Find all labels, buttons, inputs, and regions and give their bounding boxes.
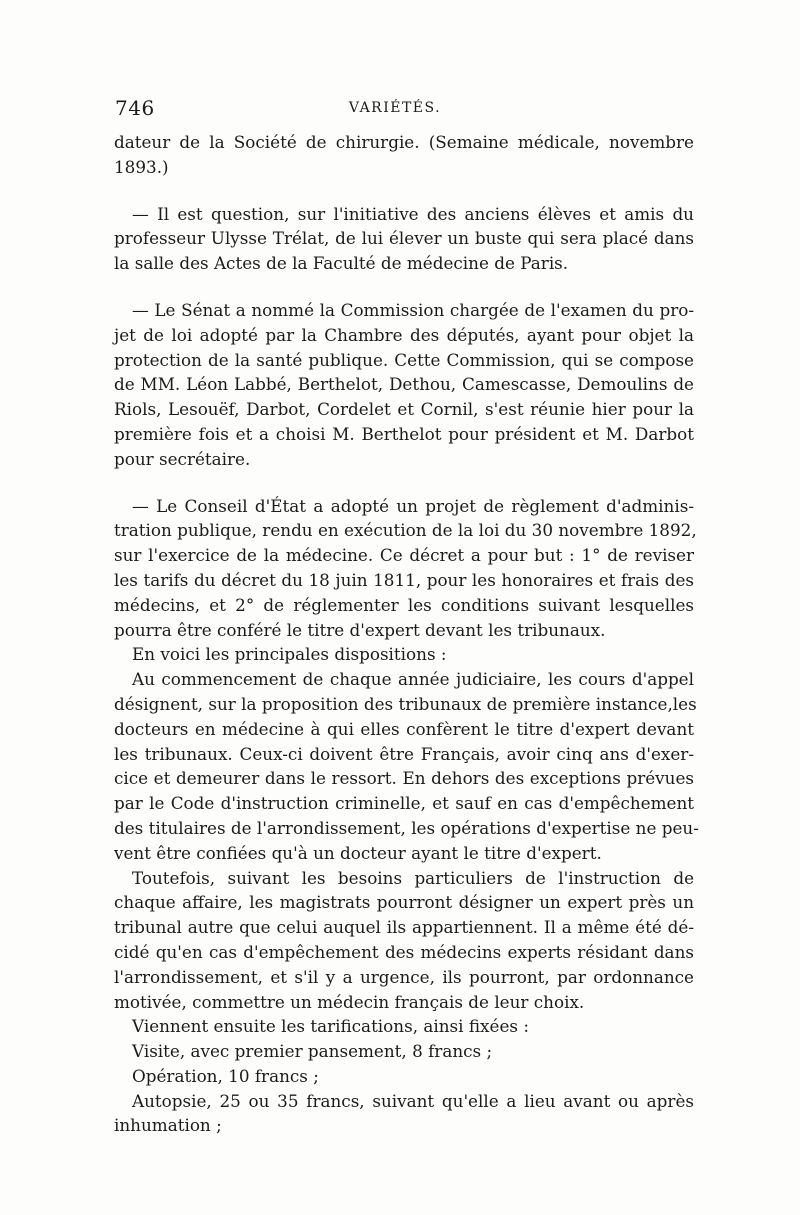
text-line: désignent, sur la proposition des tribunaux de première instance,les — [114, 693, 697, 714]
text-line: Viennent ensuite les tarifications, ainsi fixées : — [132, 1016, 529, 1037]
text-line: protection de la santé publique. Cette Commission, qui se compose — [114, 349, 694, 370]
text-line: première fois et a choisi M. Berthelot pour président et M. Darbot — [114, 423, 694, 444]
text-line: 1893.) — [114, 156, 169, 177]
text-line: de MM. Léon Labbé, Berthelot, Dethou, Camescasse, Demoulins de — [114, 374, 694, 395]
text-line: docteurs en médecine à qui elles confèrent le titre d'expert devant — [114, 718, 694, 739]
text-line: Au commencement de chaque année judiciaire, les cours d'appel — [132, 669, 694, 690]
text-line: chaque affaire, les magistrats pourront désigner un expert près un — [114, 892, 694, 913]
page-header — [115, 96, 695, 124]
body-text — [114, 130, 699, 1138]
running-head: VARIÉTÉS. — [348, 100, 442, 116]
text-line: pour secrétaire. — [114, 448, 251, 469]
text-line: Toutefois, suivant les besoins particuliers de l'instruction de — [132, 867, 694, 888]
text-line: — Le Conseil d'État a adopté un projet de règlement d'adminis- — [132, 495, 694, 516]
text-line: tration publique, rendu en exécution de la loi du 30 novembre 1892, — [114, 520, 697, 541]
text-line: des titulaires de l'arrondissement, les opérations d'expertise ne peu- — [114, 817, 699, 838]
text-line: — Il est question, sur l'initiative des anciens élèves et amis du — [132, 203, 694, 224]
text-line: inhumation ; — [114, 1115, 222, 1136]
text-line: professeur Ulysse Trélat, de lui élever un buste qui sera placé dans — [114, 228, 694, 249]
text-line: tribunal autre que celui auquel ils appartiennent. Il a même été dé- — [114, 917, 694, 938]
text-line: motivée, commettre un médecin français de leur choix. — [114, 991, 585, 1012]
text-line: — Le Sénat a nommé la Commission chargée de l'examen du pro- — [132, 299, 694, 320]
text-line: Opération, 10 francs ; — [132, 1065, 319, 1086]
text-line: sur l'exercice de la médecine. Ce décret a pour but : 1° de reviser — [114, 545, 694, 566]
text-line: jet de loi adopté par la Chambre des députés, ayant pour objet la — [114, 324, 694, 345]
text-line: par le Code d'instruction criminelle, et sauf en cas d'empêchement — [114, 793, 694, 814]
page-number: 746 — [115, 96, 155, 120]
text-line: vent être confiées qu'à un docteur ayant le titre d'expert. — [114, 842, 602, 863]
text-line: la salle des Actes de la Faculté de médecine de Paris. — [114, 253, 569, 274]
text-line: les tribunaux. Ceux-ci doivent être Français, avoir cinq ans d'exer- — [114, 743, 694, 764]
text-line: Riols, Lesouëf, Darbot, Cordelet et Cornil, s'est réunie hier pour la — [114, 399, 694, 420]
text-line: les tarifs du décret du 18 juin 1811, pour les honoraires et frais des — [114, 569, 694, 590]
text-line: Autopsie, 25 ou 35 francs, suivant qu'elle a lieu avant ou après — [132, 1090, 694, 1111]
text-line: En voici les principales dispositions : — [132, 644, 447, 665]
text-line: cidé qu'en cas d'empêchement des médecins experts résidant dans — [114, 941, 694, 962]
text-line: l'arrondissement, et s'il y a urgence, ils pourront, par ordonnance — [114, 966, 694, 987]
text-line: médecins, et 2° de réglementer les conditions suivant lesquelles — [114, 594, 694, 615]
text-line: pourra être conféré le titre d'expert devant les tribunaux. — [114, 619, 606, 640]
text-line: cice et demeurer dans le ressort. En dehors des exceptions prévues — [114, 768, 694, 789]
text-line: dateur de la Société de chirurgie. (Semaine médicale, novembre — [114, 132, 694, 152]
text-line: Visite, avec premier pansement, 8 francs ; — [132, 1041, 493, 1062]
